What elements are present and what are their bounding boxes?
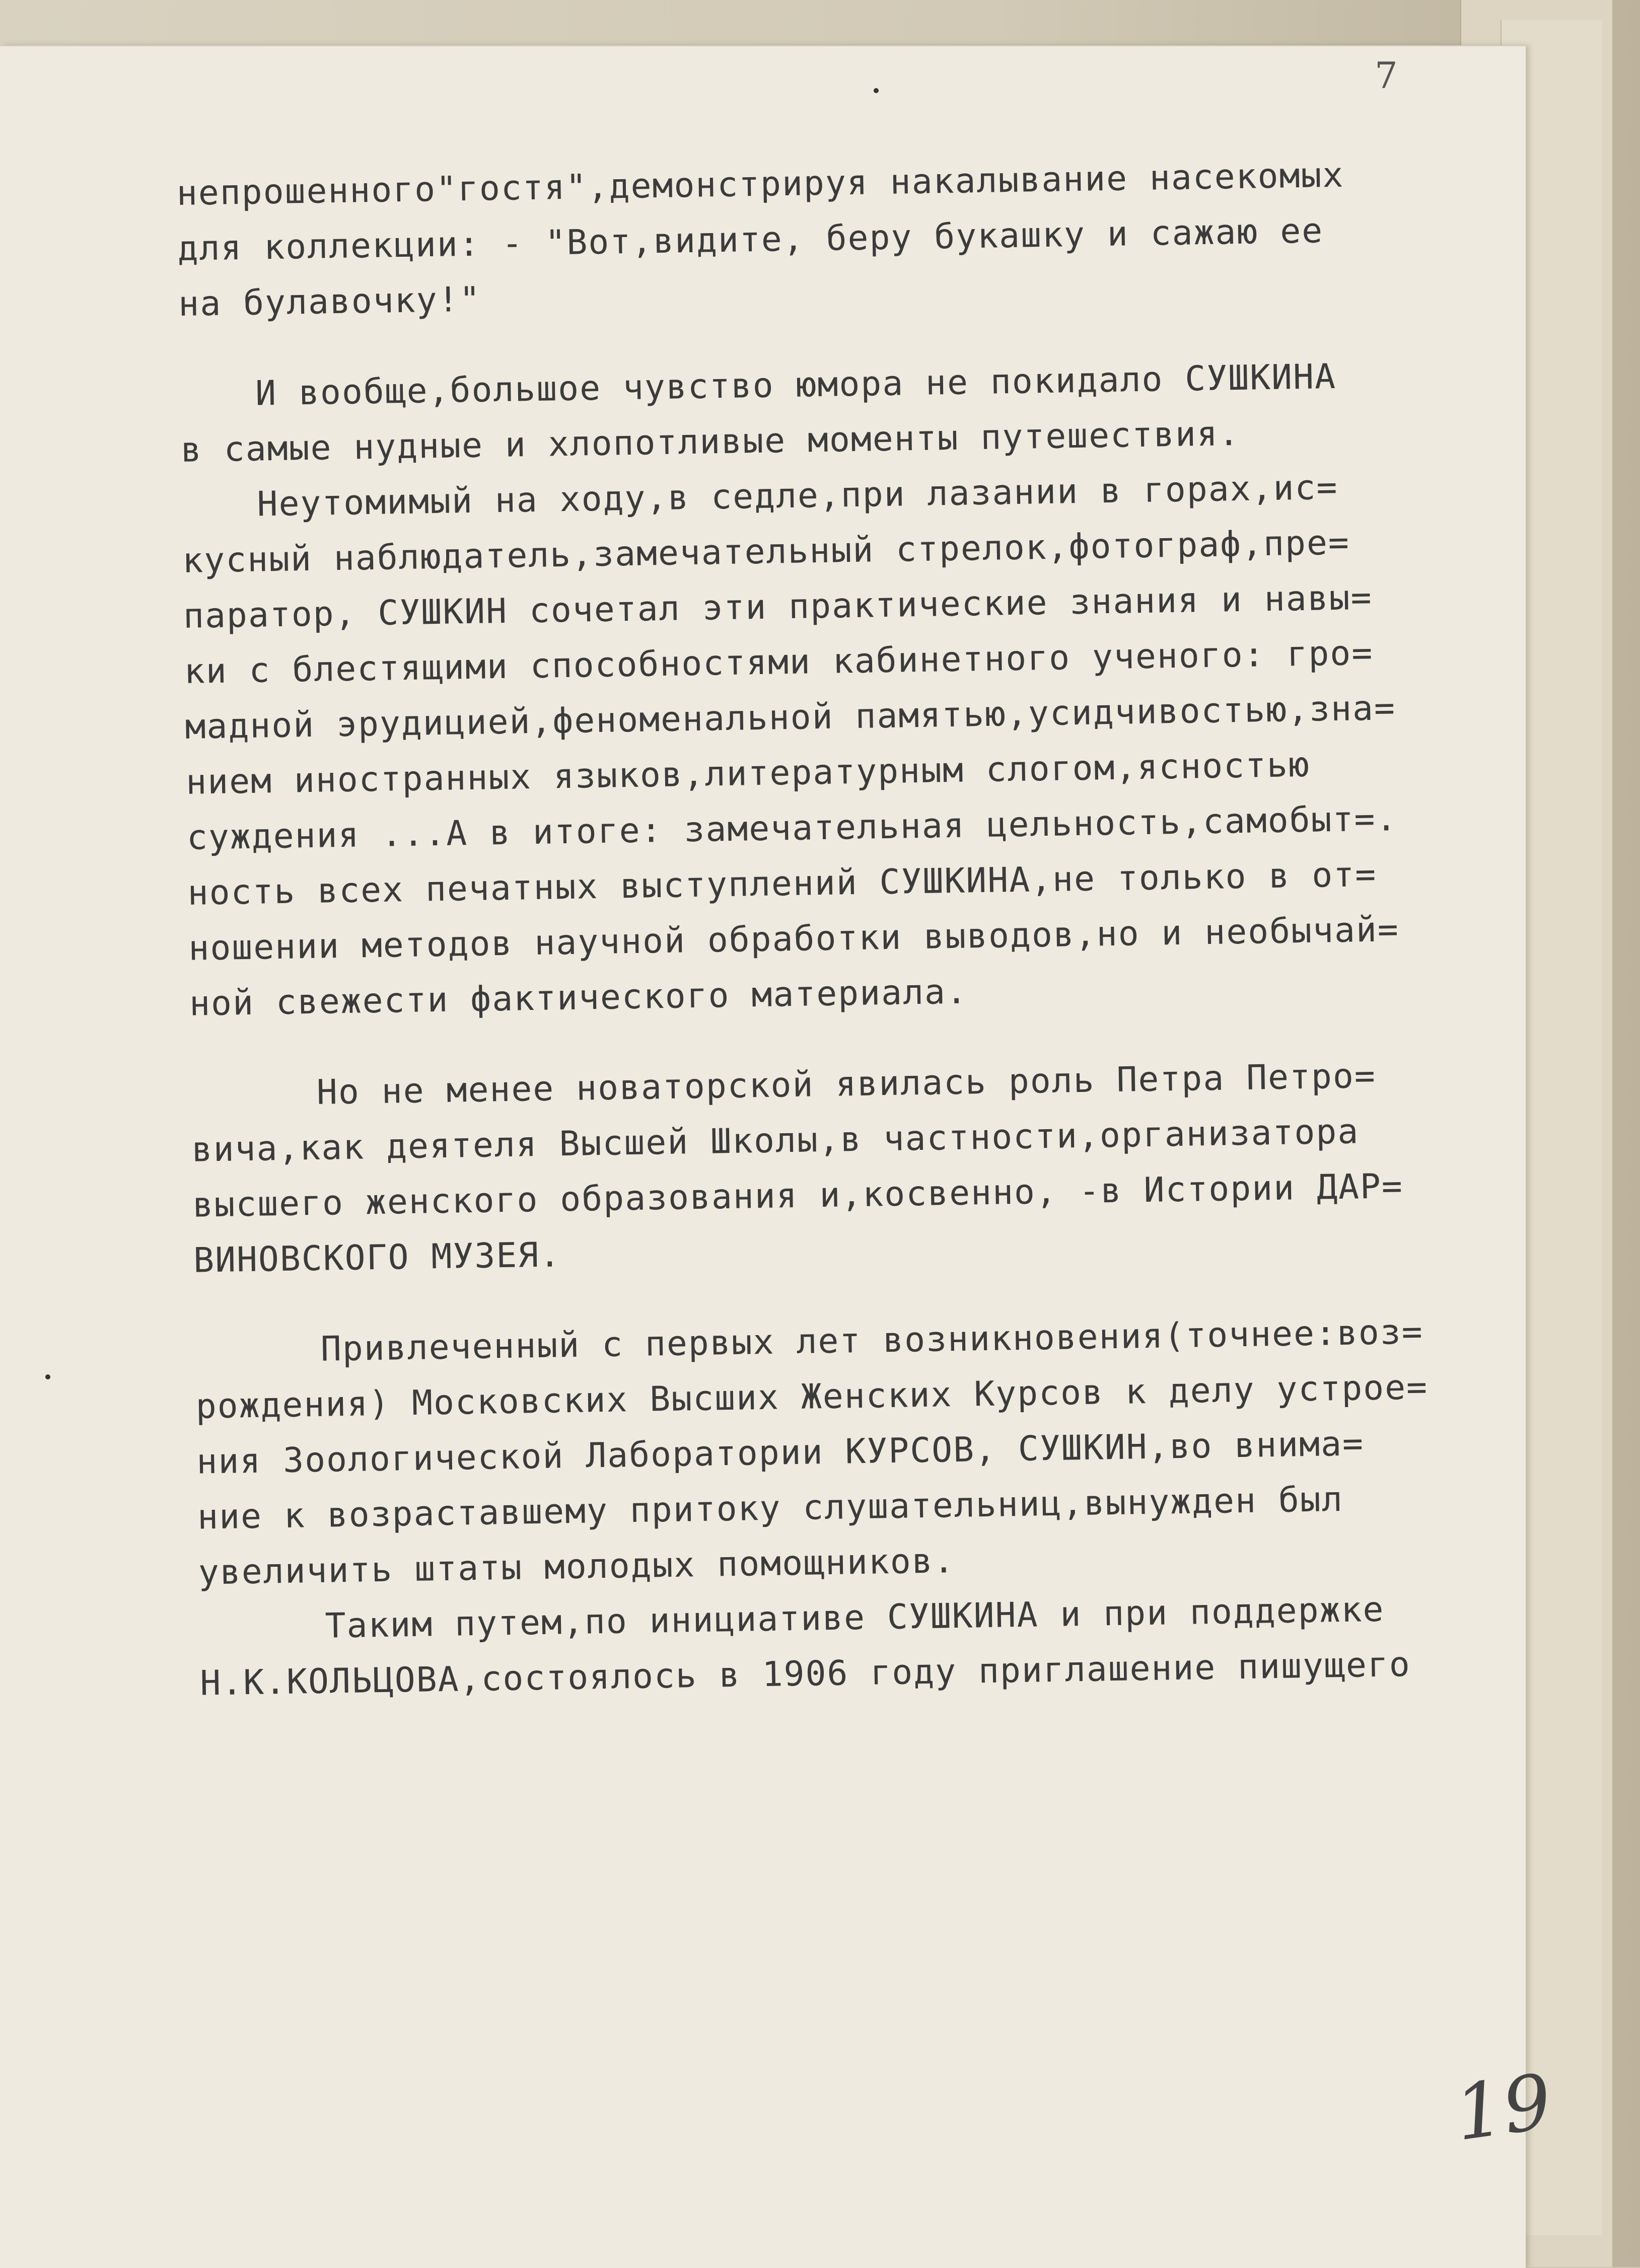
text-line: паратор, СУШКИН сочетал эти практические знания и навы=: [183, 577, 1373, 636]
text-line: суждения ...А в итоге: замечательная цельность,самобыт=.: [186, 799, 1398, 858]
text-line: И вообще,большое чувство юмора не покидало СУШКИНА: [255, 356, 1337, 414]
text-line: ние к возраставшему притоку слушательниц,вынужден был: [197, 1479, 1344, 1538]
text-line: высшего женского образования и,косвенно, -в Истории ДАР=: [192, 1166, 1404, 1225]
document-body: [176, 145, 1550, 1712]
text-line: на булавочку!": [178, 279, 482, 324]
text-line: ки с блестящими способностями кабинетного ученого: гро=: [184, 633, 1374, 692]
text-line: в самые нудные и хлопотливые моменты путешествия.: [180, 413, 1241, 470]
text-line: увеличить штаты молодых помощников.: [198, 1541, 956, 1593]
text-line: ния Зоологической Лаборатории КУРСОВ, СУШКИН,во внима=: [196, 1424, 1365, 1482]
text-line: кусный наблюдатель,замечательный стрелок,фотограф,пре=: [182, 523, 1350, 581]
text-line: для коллекции: - "Вот,видите, беру букашку и сажаю ее: [177, 211, 1324, 269]
ink-speck: [45, 1374, 50, 1379]
archive-folio-number: 19: [1449, 2058, 1557, 2158]
ink-speck: [874, 88, 879, 93]
text-line: Неутомимый на ходу,в седле,при лазании в горах,ис=: [256, 467, 1338, 525]
text-line: Н.К.КОЛЬЦОВА,состоялось в 1906 году приглашение пишущего: [199, 1644, 1411, 1704]
text-line: ной свежести фактического материала.: [189, 972, 968, 1024]
text-line: Привлеченный с первых лет возникновения(точнее:воз=: [320, 1312, 1424, 1369]
text-line: ность всех печатных выступлений СУШКИНА,не только в от=: [187, 854, 1377, 913]
page-number: 7: [1375, 54, 1398, 97]
text-line: непрошенного"гостя",демонстрируя накалывание насекомых: [176, 155, 1344, 213]
text-line: Таким путем,по инициативе СУШКИНА и при поддержке: [324, 1589, 1385, 1646]
text-line: ВИНОВСКОГО МУЗЕЯ.: [193, 1235, 561, 1281]
text-line: вича,как деятеля Высшей Школы,в частности,организатора: [191, 1112, 1360, 1170]
text-line: мадной эрудицией,феноменальной памятью,усидчивостью,зна=: [184, 688, 1396, 747]
text-line: нием иностранных языков,литературным слогом,ясностью: [185, 745, 1311, 802]
text-line: Но не менее новаторской явилась роль Петра Петро=: [316, 1056, 1377, 1113]
text-line: ношении методов научной обработки выводов,но и необычай=: [188, 910, 1400, 969]
text-line: рождения) Московских Высших Женских Курсов к делу устрое=: [195, 1367, 1429, 1427]
